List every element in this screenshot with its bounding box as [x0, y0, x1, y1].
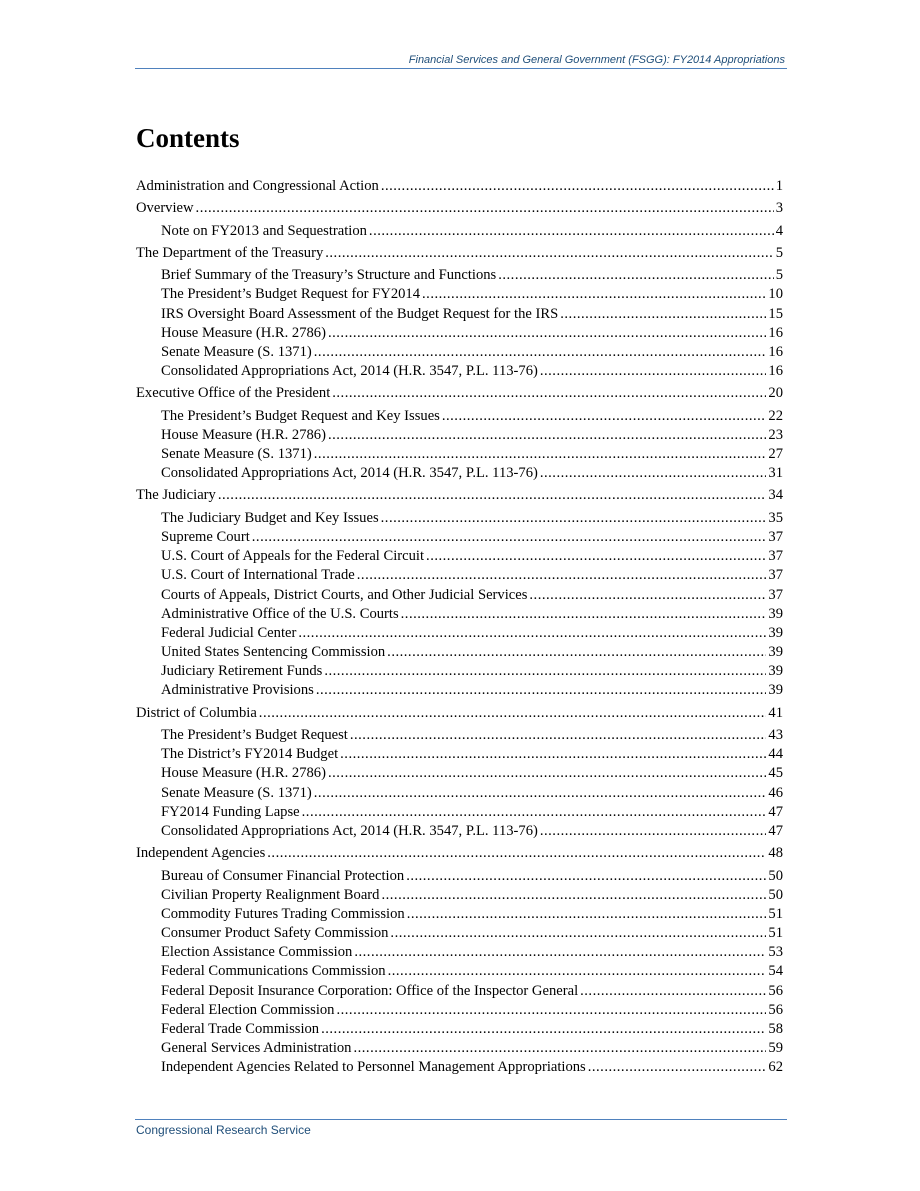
toc-page-number: 50: [768, 886, 783, 903]
toc-page-number: 59: [768, 1040, 783, 1057]
dot-leader: [381, 509, 767, 528]
dot-leader: [540, 464, 767, 483]
toc-entry-title: Overview: [136, 200, 194, 217]
toc-entry-title: Consolidated Appropriations Act, 2014 (H.R. 3547, P.L. 113-76): [161, 822, 538, 839]
toc-subsection[interactable]: [136, 643, 783, 662]
dot-leader: [369, 222, 774, 241]
dot-leader: [267, 844, 766, 863]
dot-leader: [321, 1020, 766, 1039]
toc-page-number: 47: [768, 803, 783, 820]
dot-leader: [540, 362, 767, 381]
toc-subsection[interactable]: [136, 943, 783, 962]
dot-leader: [314, 784, 767, 803]
dot-leader: [422, 285, 766, 304]
toc-entry-title: The President’s Budget Request for FY2014: [161, 286, 421, 303]
dot-leader: [353, 1039, 766, 1058]
toc-entry-title: Consolidated Appropriations Act, 2014 (H.R. 3547, P.L. 113-76): [161, 465, 538, 482]
dot-leader: [560, 305, 766, 324]
toc-page-number: 53: [768, 944, 783, 961]
toc-subsection[interactable]: [136, 803, 783, 822]
toc-subsection[interactable]: [136, 886, 783, 905]
toc-entry-title: District of Columbia: [136, 704, 257, 721]
dot-leader: [388, 962, 767, 981]
dot-leader: [350, 726, 767, 745]
dot-leader: [580, 982, 766, 1001]
toc-entry-title: Judiciary Retirement Funds: [161, 663, 323, 680]
toc-entry-title: Bureau of Consumer Financial Protection: [161, 867, 405, 884]
toc-entry-title: House Measure (H.R. 2786): [161, 765, 326, 782]
dot-leader: [218, 486, 767, 505]
toc-page-number: 31: [768, 465, 783, 482]
dot-leader: [357, 566, 767, 585]
toc-subsection[interactable]: [136, 266, 783, 285]
toc-entry-title: Courts of Appeals, District Courts, and Other Judicial Services: [161, 586, 528, 603]
toc-page-number: 54: [768, 963, 783, 980]
toc-page-number: 37: [768, 548, 783, 565]
toc-page-number: 47: [768, 822, 783, 839]
footer-rule: [135, 1119, 787, 1120]
dot-leader: [406, 867, 766, 886]
toc-page-number: 41: [768, 704, 783, 721]
toc-subsection[interactable]: [136, 464, 783, 483]
toc-section[interactable]: [136, 704, 783, 723]
toc-page-number: 35: [768, 509, 783, 526]
dot-leader: [354, 943, 766, 962]
toc-page-number: 37: [768, 586, 783, 603]
toc-subsection[interactable]: [136, 681, 783, 700]
toc-subsection[interactable]: [136, 305, 783, 324]
toc-page-number: 5: [775, 267, 783, 284]
toc-entry-title: U.S. Court of International Trade: [161, 567, 355, 584]
toc-entry-title: General Services Administration: [161, 1040, 352, 1057]
toc-section[interactable]: [136, 244, 783, 263]
toc-page-number: 3: [775, 200, 783, 217]
toc-page-number: 37: [768, 567, 783, 584]
dot-leader: [314, 445, 767, 464]
toc-subsection[interactable]: [136, 445, 783, 464]
toc-page-number: 23: [768, 426, 783, 443]
dot-leader: [316, 681, 767, 700]
page-title: Contents: [136, 123, 240, 153]
dot-leader: [328, 426, 766, 445]
toc-page-number: 16: [768, 324, 783, 341]
toc-page-number: 20: [768, 385, 783, 402]
toc-subsection[interactable]: [136, 924, 783, 943]
toc-entry-title: Federal Deposit Insurance Corporation: Office of the Inspector General: [161, 982, 579, 999]
toc-entry-title: Brief Summary of the Treasury’s Structure and Functions: [161, 267, 497, 284]
toc-entry-title: Independent Agencies Related to Personnel Management Appropriations: [161, 1059, 586, 1076]
dot-leader: [302, 803, 767, 822]
toc-subsection[interactable]: [136, 962, 783, 981]
toc-subsection[interactable]: [136, 764, 783, 783]
toc-entry-title: Senate Measure (S. 1371): [161, 784, 312, 801]
dot-leader: [529, 586, 766, 605]
toc-page-number: 39: [768, 644, 783, 661]
toc-entry-title: IRS Oversight Board Assessment of the Budget Request for the IRS: [161, 305, 559, 322]
toc-page-number: 39: [768, 605, 783, 622]
toc-entry-title: Federal Communications Commission: [161, 963, 386, 980]
toc-subsection[interactable]: [136, 605, 783, 624]
toc-subsection[interactable]: [136, 822, 783, 841]
toc-subsection[interactable]: [136, 982, 783, 1001]
toc-page-number: 37: [768, 528, 783, 545]
dot-leader: [328, 324, 766, 343]
toc-entry-title: The Judiciary: [136, 487, 216, 504]
toc-entry-title: United States Sentencing Commission: [161, 644, 386, 661]
toc-subsection[interactable]: [136, 745, 783, 764]
toc-subsection[interactable]: [136, 726, 783, 745]
toc-subsection[interactable]: [136, 624, 783, 643]
toc-subsection[interactable]: [136, 324, 783, 343]
toc-page-number: 39: [768, 682, 783, 699]
toc-page-number: 43: [768, 727, 783, 743]
toc-subsection[interactable]: [136, 1020, 783, 1039]
toc-entry-title: Supreme Court: [161, 528, 250, 545]
toc-subsection[interactable]: [136, 586, 783, 605]
toc-section[interactable]: [136, 177, 783, 196]
toc-page-number: 62: [768, 1059, 783, 1076]
dot-leader: [336, 1001, 766, 1020]
dot-leader: [196, 199, 774, 218]
toc-page-number: 51: [768, 905, 783, 922]
toc-page-number: 48: [768, 845, 783, 862]
dot-leader: [314, 343, 767, 362]
toc-entry-title: Administration and Congressional Action: [136, 178, 379, 194]
dot-leader: [498, 266, 773, 285]
toc-page-number: 56: [768, 1001, 783, 1018]
toc-page-number: 56: [768, 982, 783, 999]
toc-entry-title: Civilian Property Realignment Board: [161, 886, 380, 903]
toc-subsection[interactable]: [136, 867, 783, 886]
toc-entry-title: The Department of the Treasury: [136, 244, 324, 261]
toc-page-number: 58: [768, 1021, 783, 1037]
toc-page-number: 16: [768, 343, 783, 360]
toc-page-number: 45: [768, 765, 783, 782]
dot-leader: [298, 624, 766, 643]
toc-page-number: 44: [768, 746, 783, 763]
dot-leader: [340, 745, 766, 764]
toc-page-number: 5: [775, 244, 783, 261]
toc-page-number: 22: [768, 407, 783, 424]
toc-page-number: 46: [768, 784, 783, 801]
dot-leader: [588, 1058, 767, 1077]
toc-page-number: 1: [775, 178, 783, 194]
toc-entry-title: FY2014 Funding Lapse: [161, 803, 300, 820]
toc-subsection[interactable]: [136, 1058, 783, 1077]
toc-subsection[interactable]: [136, 407, 783, 426]
toc-subsection[interactable]: [136, 905, 783, 924]
toc-entry-title: Senate Measure (S. 1371): [161, 446, 312, 462]
dot-leader: [426, 547, 766, 566]
running-header: Financial Services and General Government (FSGG): FY2014 Appropriations: [408, 54, 785, 66]
toc-page-number: 39: [768, 663, 783, 680]
toc-entry-title: The Judiciary Budget and Key Issues: [161, 509, 379, 526]
toc-entry-title: The President’s Budget Request: [161, 727, 348, 743]
toc-entry-title: Independent Agencies: [136, 845, 266, 862]
toc-page-number: 34: [768, 487, 783, 504]
toc-subsection[interactable]: [136, 528, 783, 547]
toc-subsection[interactable]: [136, 547, 783, 566]
toc-entry-title: Federal Election Commission: [161, 1001, 335, 1018]
dot-leader: [387, 643, 766, 662]
toc-subsection[interactable]: [136, 285, 783, 304]
toc-entry-title: Consumer Product Safety Commission: [161, 925, 389, 942]
toc-entry-title: House Measure (H.R. 2786): [161, 324, 326, 341]
toc-subsection[interactable]: [136, 1001, 783, 1020]
toc-section[interactable]: [136, 844, 783, 863]
toc-subsection[interactable]: [136, 426, 783, 445]
toc-entry-title: Federal Trade Commission: [161, 1021, 320, 1037]
toc-page-number: 10: [768, 286, 783, 303]
dot-leader: [540, 822, 767, 841]
table-of-contents: [136, 177, 783, 1078]
toc-page-number: 39: [768, 624, 783, 641]
toc-subsection[interactable]: [136, 566, 783, 585]
toc-entry-title: The President’s Budget Request and Key Issues: [161, 407, 440, 424]
dot-leader: [332, 384, 766, 403]
toc-subsection[interactable]: [136, 222, 783, 241]
dot-leader: [407, 905, 767, 924]
toc-entry-title: Executive Office of the President: [136, 385, 331, 402]
toc-subsection[interactable]: [136, 784, 783, 803]
toc-entry-title: Federal Judicial Center: [161, 624, 297, 641]
toc-section[interactable]: [136, 486, 783, 505]
dot-leader: [381, 177, 774, 196]
toc-page-number: 50: [768, 867, 783, 884]
toc-entry-title: U.S. Court of Appeals for the Federal Circuit: [161, 548, 425, 565]
dot-leader: [252, 528, 767, 547]
dot-leader: [390, 924, 766, 943]
toc-entry-title: House Measure (H.R. 2786): [161, 426, 326, 443]
dot-leader: [259, 704, 767, 723]
toc-page-number: 51: [768, 925, 783, 942]
toc-page-number: 27: [768, 446, 783, 462]
toc-subsection[interactable]: [136, 662, 783, 681]
toc-entry-title: Commodity Futures Trading Commission: [161, 905, 405, 922]
toc-subsection[interactable]: [136, 1039, 783, 1058]
dot-leader: [325, 244, 773, 263]
toc-entry-title: Election Assistance Commission: [161, 944, 353, 961]
toc-page-number: 16: [768, 363, 783, 380]
toc-entry-title: The District’s FY2014 Budget: [161, 746, 339, 763]
running-footer: Congressional Research Service: [136, 1123, 311, 1137]
toc-entry-title: Administrative Office of the U.S. Courts: [161, 605, 399, 622]
toc-page-number: 4: [775, 222, 783, 239]
dot-leader: [324, 662, 766, 681]
dot-leader: [328, 764, 766, 783]
toc-subsection[interactable]: [136, 509, 783, 528]
toc-entry-title: Administrative Provisions: [161, 682, 314, 699]
header-rule: [135, 68, 787, 69]
toc-subsection[interactable]: [136, 362, 783, 381]
toc-entry-title: Consolidated Appropriations Act, 2014 (H.R. 3547, P.L. 113-76): [161, 363, 538, 380]
dot-leader: [401, 605, 767, 624]
toc-entry-title: Senate Measure (S. 1371): [161, 343, 312, 360]
toc-section[interactable]: [136, 384, 783, 403]
dot-leader: [381, 886, 766, 905]
toc-section[interactable]: [136, 199, 783, 218]
toc-subsection[interactable]: [136, 343, 783, 362]
toc-entry-title: Note on FY2013 and Sequestration: [161, 222, 367, 239]
dot-leader: [442, 407, 767, 426]
toc-page-number: 15: [768, 305, 783, 322]
